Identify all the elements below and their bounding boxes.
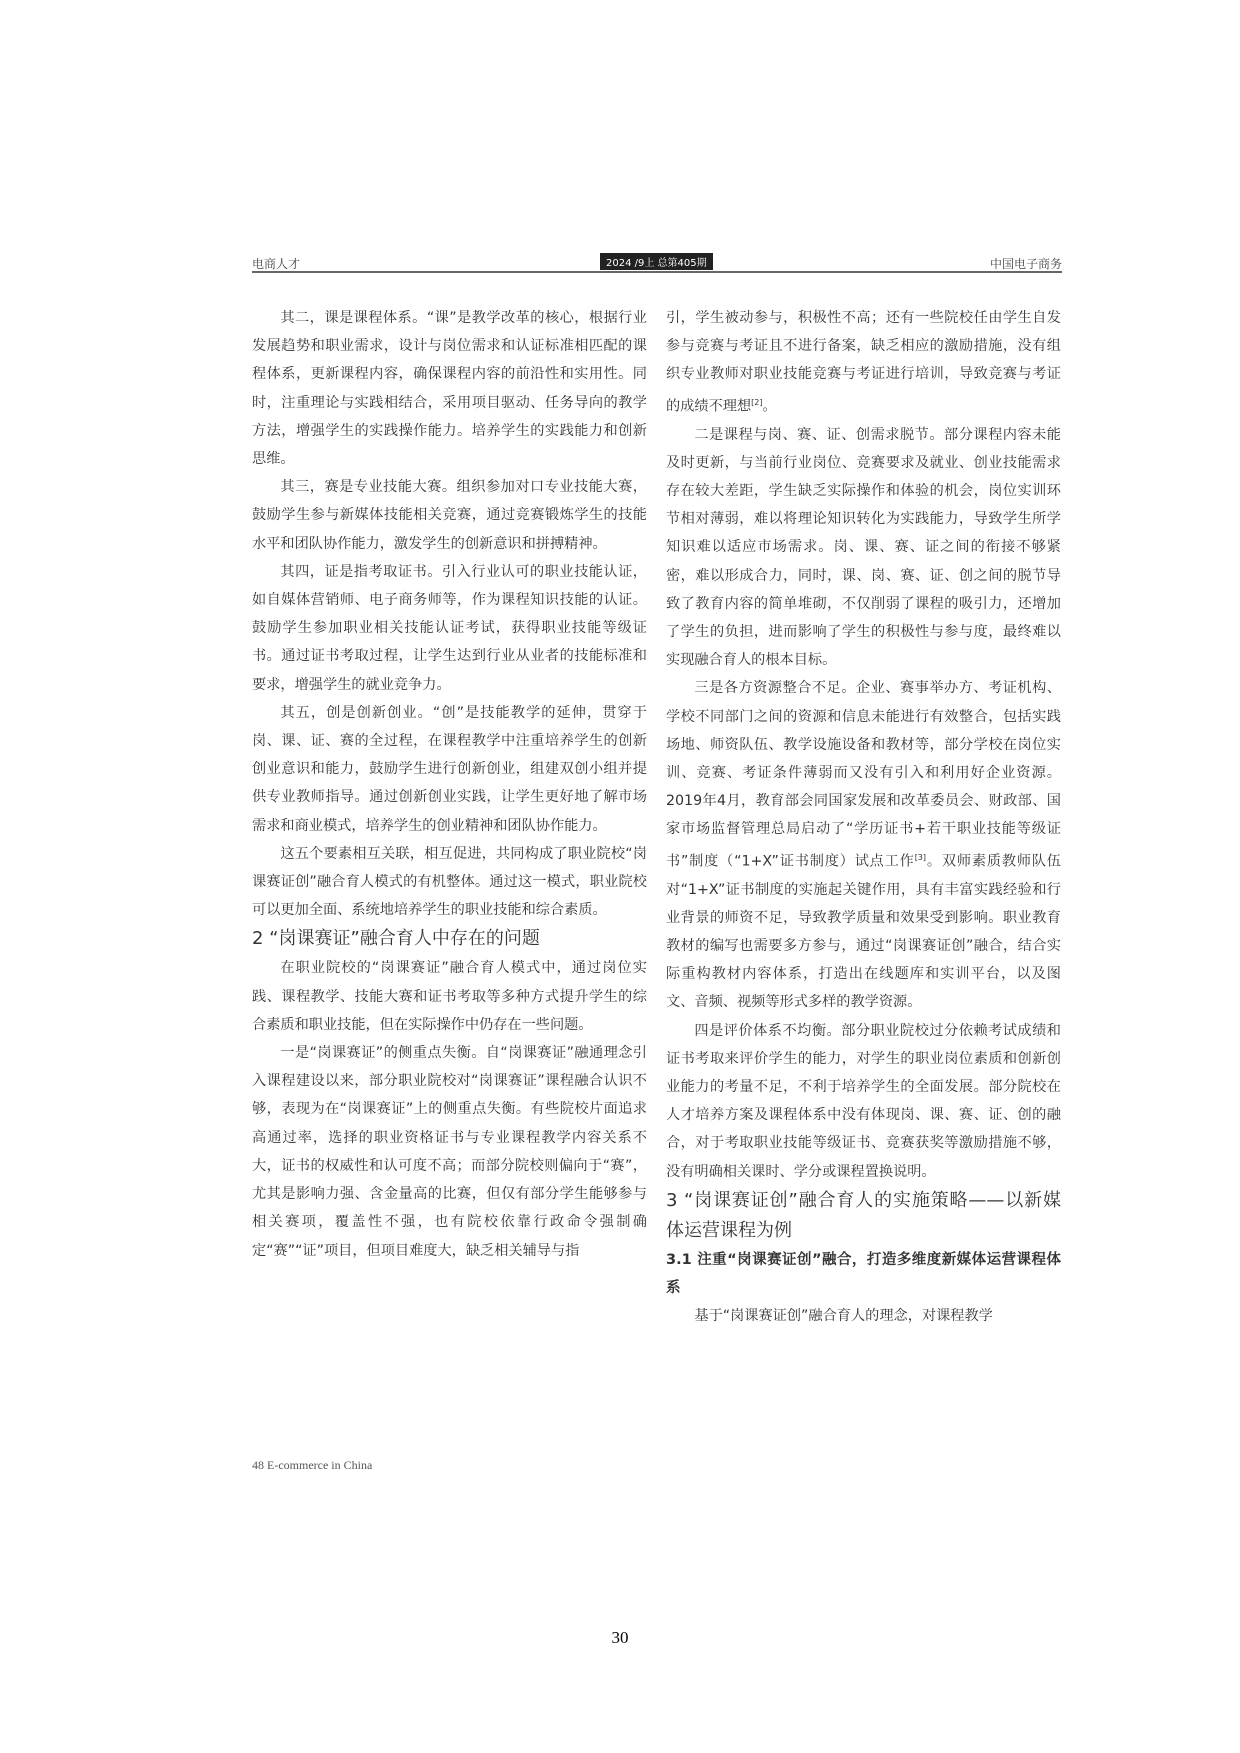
citation: [3] — [914, 852, 927, 862]
text: 三是各方资源整合不足。企业、赛事举办方、考证机构、学校不同部门之间的资源和信息未能进行有效整合，包括实践场地、师资队伍、教学设施设备和教材等，部分学校在岗位实训、竞赛、考证条件薄弱而又没有引入和利用好企业资源。2019年4月，教育部会同国家发展和改革委员会、财政部、国家市场监督管理总局启动了“学历证书+若干职业技能等级证书”制度（“1+X”证书制度）试点工作 — [666, 680, 1061, 870]
section-label: 电商人才 — [252, 257, 301, 271]
paragraph: 基于“岗课赛证创”融合育人的理念，对课程教学 — [694, 1307, 993, 1324]
citation: [2] — [751, 397, 763, 407]
page-footer: 48 E-commerce in China — [252, 1458, 373, 1472]
issue-label: 2024 /9上 总第405期 — [600, 253, 713, 270]
paragraph — [666, 304, 1061, 421]
text: 。双师素质教师队伍对“1+X”证书制度的实施起关键作用，具有丰富实践经验和行业背景的师资不足，导致教学质量和效果受到影响。职业教育教材的编写也需要多方参与，通过“岗课赛证创”融合，结合实际重构教材内容体系，打造出在线题库和实训平台，以及图文、音频、视频等形式多样的教学资源。 — [666, 853, 1061, 1011]
right-column — [666, 304, 1061, 1330]
paragraph: 四是评价体系不均衡。部分职业院校过分依赖考试成绩和证书考取来评价学生的能力，对学生的职业岗位素质和创新创业能力的考量不足，不利于培养学生的全面发展。部分院校在人才培养方案及课程体系中没有体现岗、课、赛、证、创的融合，对于考取职业技能等级证书、竞赛获奖等激励措施不够，没有明确相关课时、学分或课程置换说明。 — [666, 1022, 1061, 1180]
section-heading: 2 “岗课赛证”融合育人中存在的问题 — [252, 928, 540, 950]
paragraph: 其三，赛是专业技能大赛。组织参加对口专业技能大赛，鼓励学生参与新媒体技能相关竞赛，通过竞赛锻炼学生的技能水平和团队协作能力，激发学生的创新意识和拼搏精神。 — [252, 479, 647, 552]
journal-name: 中国电子商务 — [989, 257, 1062, 271]
paragraph: 二是课程与岗、赛、证、创需求脱节。部分课程内容未能及时更新，与当前行业岗位、竞赛要求及就业、创业技能需求存在较大差距，学生缺乏实际操作和体验的机会，岗位实训环节相对薄弱，难以将理论知识转化为实践能力，导致学生所学知识难以适应市场需求。岗、课、赛、证之间的衔接不够紧密，难以形成合力，同时，课、岗、赛、证、创之间的脱节导致了教育内容的简单堆砌，不仅削弱了课程的吸引力，还增加了学生的负担，进而影响了学生的积极性与参与度，最终难以实现融合育人的根本目标。 — [666, 426, 1061, 669]
paragraph: 一是“岗课赛证”的侧重点失衡。自“岗课赛证”融通理念引入课程建设以来，部分职业院校对“岗课赛证”课程融合认识不够，表现为在“岗课赛证”上的侧重点失衡。有些院校片面追求高通过率，选择的职业资格证书与专业课程教学内容关系不大，证书的权威性和认可度不高；而部分院校则偏向于“赛”，尤其是影响力强、含金量高的比赛，但仅有部分学生能够参与相关赛项，覆盖性不强，也有院校依靠行政命令强制确定“赛”“证”项目，但项目难度大，缺乏相关辅导与指 — [252, 1045, 647, 1259]
paragraph: 其五，创是创新创业。“创”是技能教学的延伸，贯穿于岗、课、证、赛的全过程，在课程教学中注重培养学生的创新创业意识和能力，鼓励学生进行创新创业，组建双创小组并提供专业教师指导。通过创新创业实践，让学生更好地了解市场需求和商业模式，培养学生的创业精神和团队协作能力。 — [252, 704, 647, 834]
subsection-heading: 3.1 注重“岗课赛证创”融合，打造多维度新媒体运营课程体系 — [666, 1251, 1061, 1296]
paragraph — [666, 674, 1061, 1016]
running-header — [252, 255, 1062, 273]
section-heading: 3 “岗课赛证创”融合育人的实施策略——以新媒体运营课程为例 — [666, 1189, 1061, 1241]
text: 。 — [762, 398, 777, 415]
paragraph: 其四，证是指考取证书。引入行业认可的职业技能认证，如自媒体营销师、电子商务师等，作为课程知识技能的认证。鼓励学生参加职业相关技能认证考试，获得职业技能等级证书。通过证书考取过程，让学生达到行业从业者的技能标准和要求，增强学生的就业竞争力。 — [252, 563, 647, 693]
text: 引，学生被动参与，积极性不高；还有一些院校任由学生自发参与竞赛与考证且不进行备案，缺乏相应的激励措施，没有组织专业教师对职业技能竞赛与考证进行培训，导致竞赛与考证的成绩不理想 — [666, 310, 1061, 415]
paragraph: 其二，课是课程体系。“课”是教学改革的核心，根据行业发展趋势和职业需求，设计与岗位需求和认证标准相匹配的课程体系，更新课程内容，确保课程内容的前沿性和实用性。同时，注重理论与实践相结合，采用项目驱动、任务导向的教学方法，增强学生的实践操作能力。培养学生的实践能力和创新思维。 — [252, 310, 647, 468]
left-column — [252, 304, 647, 1265]
page-number: 30 — [611, 1628, 629, 1647]
paragraph: 这五个要素相互关联，相互促进，共同构成了职业院校“岗课赛证创”融合育人模式的有机整体。通过这一模式，职业院校可以更加全面、系统地培养学生的职业技能和综合素质。 — [252, 845, 647, 919]
paragraph: 在职业院校的“岗课赛证”融合育人模式中，通过岗位实践、课程教学、技能大赛和证书考取等多种方式提升学生的综合素质和职业技能，但在实际操作中仍存在一些问题。 — [252, 960, 647, 1033]
